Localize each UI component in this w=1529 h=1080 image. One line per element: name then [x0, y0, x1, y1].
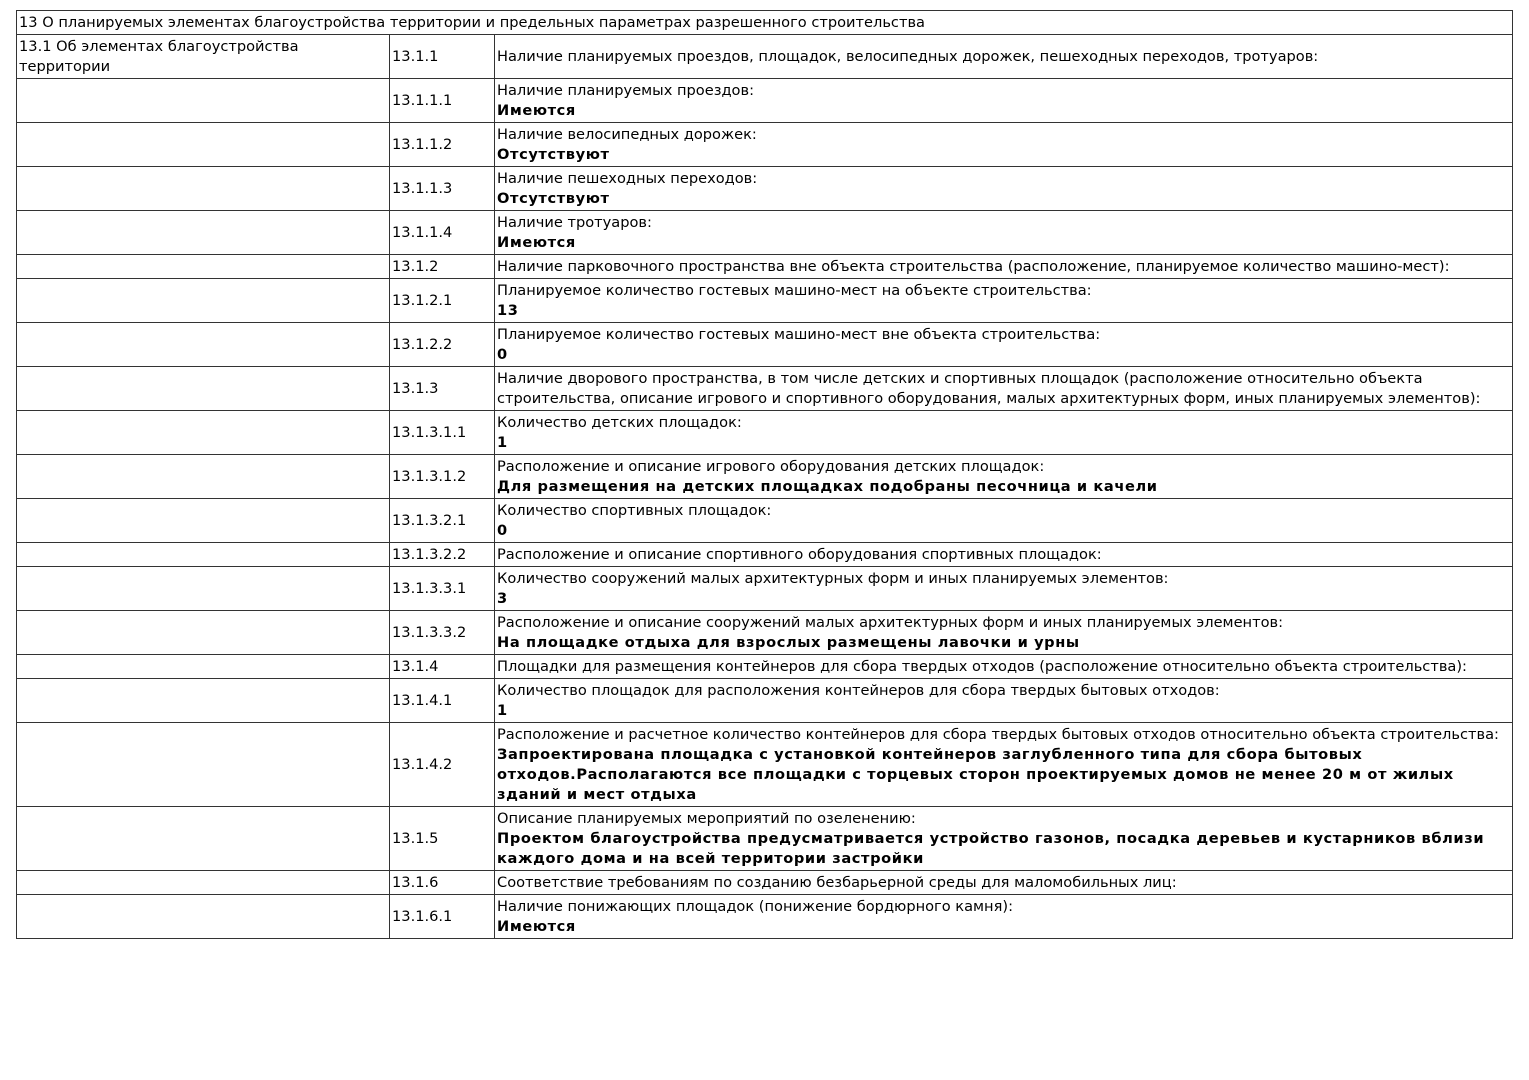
item-content	[495, 411, 1513, 455]
item-code: 13.1.3.2.1	[390, 499, 495, 543]
item-question: Планируемое количество гостевых машино-мест вне объекта строительства:	[497, 326, 1101, 343]
table-row	[17, 411, 1513, 455]
subsection-cell: 13.1 Об элементах благоустройства территории	[17, 35, 390, 79]
subsection-cell	[17, 123, 390, 167]
table-row	[17, 895, 1513, 939]
item-question: Наличие планируемых проездов:	[497, 82, 754, 99]
table-row	[17, 123, 1513, 167]
item-code: 13.1.5	[390, 807, 495, 871]
item-question: Наличие понижающих площадок (понижение бордюрного камня):	[497, 898, 1013, 915]
item-question: Наличие велосипедных дорожек:	[497, 126, 757, 143]
subsection-cell	[17, 723, 390, 807]
subsection-cell	[17, 871, 390, 895]
item-code: 13.1.3	[390, 367, 495, 411]
item-code: 13.1.3.3.1	[390, 567, 495, 611]
item-question: Соответствие требованиям по созданию безбарьерной среды для маломобильных лиц:	[497, 874, 1177, 891]
item-question: Наличие планируемых проездов, площадок, велосипедных дорожек, пешеходных переходов, тротуаров:	[497, 48, 1319, 65]
item-content	[495, 895, 1513, 939]
item-content	[495, 279, 1513, 323]
table-row	[17, 679, 1513, 723]
item-code: 13.1.2	[390, 255, 495, 279]
item-answer: 0	[497, 522, 508, 539]
table-row	[17, 367, 1513, 411]
item-answer: 0	[497, 346, 508, 363]
item-code: 13.1.3.3.2	[390, 611, 495, 655]
item-question: Описание планируемых мероприятий по озеленению:	[497, 810, 916, 827]
table-row	[17, 499, 1513, 543]
item-question: Наличие пешеходных переходов:	[497, 170, 758, 187]
item-answer: На площадке отдыха для взрослых размещены лавочки и урны	[497, 634, 1080, 651]
item-answer: 1	[497, 434, 508, 451]
item-code: 13.1.4	[390, 655, 495, 679]
item-content	[495, 807, 1513, 871]
item-content	[495, 499, 1513, 543]
item-content	[495, 679, 1513, 723]
item-question: Площадки для размещения контейнеров для сбора твердых отходов (расположение относительно объекта строительства):	[497, 658, 1467, 675]
item-code: 13.1.1.1	[390, 79, 495, 123]
item-code: 13.1.4.2	[390, 723, 495, 807]
subsection-cell	[17, 411, 390, 455]
item-code: 13.1.2.2	[390, 323, 495, 367]
item-content	[495, 871, 1513, 895]
section-title: 13 О планируемых элементах благоустройства территории и предельных параметрах разрешенного строительства	[17, 11, 1513, 35]
item-code: 13.1.4.1	[390, 679, 495, 723]
item-content	[495, 79, 1513, 123]
item-question: Расположение и описание сооружений малых архитектурных форм и иных планируемых элементов:	[497, 614, 1284, 631]
table-row	[17, 611, 1513, 655]
item-content	[495, 35, 1513, 79]
item-answer: 1	[497, 702, 508, 719]
item-code: 13.1.3.2.2	[390, 543, 495, 567]
item-answer: Проектом благоустройства предусматривается устройство газонов, посадка деревьев и кустарников вблизи каждого дома и на всей территории застройки	[497, 830, 1485, 867]
subsection-cell	[17, 279, 390, 323]
section-header-row	[17, 11, 1513, 35]
item-content	[495, 455, 1513, 499]
item-answer: Имеются	[497, 234, 576, 251]
subsection-cell	[17, 655, 390, 679]
item-content	[495, 655, 1513, 679]
table-row	[17, 255, 1513, 279]
item-question: Количество площадок для расположения контейнеров для сбора твердых бытовых отходов:	[497, 682, 1220, 699]
item-answer: 13	[497, 302, 519, 319]
item-code: 13.1.6	[390, 871, 495, 895]
table-row	[17, 807, 1513, 871]
subsection-cell	[17, 543, 390, 567]
item-code: 13.1.1.2	[390, 123, 495, 167]
item-answer: 3	[497, 590, 508, 607]
item-question: Количество сооружений малых архитектурных форм и иных планируемых элементов:	[497, 570, 1169, 587]
item-answer: Имеются	[497, 102, 576, 119]
item-answer: Имеются	[497, 918, 576, 935]
item-question: Планируемое количество гостевых машино-мест на объекте строительства:	[497, 282, 1092, 299]
item-content	[495, 723, 1513, 807]
item-content	[495, 123, 1513, 167]
table-row	[17, 543, 1513, 567]
subsection-cell	[17, 167, 390, 211]
item-code: 13.1.1	[390, 35, 495, 79]
table-row	[17, 871, 1513, 895]
item-content	[495, 255, 1513, 279]
item-answer: Отсутствуют	[497, 146, 610, 163]
item-question: Расположение и расчетное количество контейнеров для сбора твердых бытовых отходов относительно объекта строительства:	[497, 726, 1499, 743]
item-answer: Для размещения на детских площадках подобраны песочница и качели	[497, 478, 1158, 495]
table-row	[17, 279, 1513, 323]
item-code: 13.1.6.1	[390, 895, 495, 939]
item-question: Наличие дворового пространства, в том числе детских и спортивных площадок (расположение относительно объекта строительства, описание игрового и спортивного оборудования, малых архитектурных форм, иных планируемых элементов):	[497, 370, 1481, 407]
table-row	[17, 79, 1513, 123]
item-question: Наличие тротуаров:	[497, 214, 652, 231]
table-row	[17, 567, 1513, 611]
subsection-cell	[17, 255, 390, 279]
table-row	[17, 35, 1513, 79]
table-row	[17, 655, 1513, 679]
subsection-cell	[17, 679, 390, 723]
subsection-cell	[17, 367, 390, 411]
item-code: 13.1.2.1	[390, 279, 495, 323]
table-row	[17, 211, 1513, 255]
item-content	[495, 367, 1513, 411]
subsection-cell	[17, 323, 390, 367]
item-code: 13.1.3.1.1	[390, 411, 495, 455]
item-code: 13.1.1.3	[390, 167, 495, 211]
item-code: 13.1.3.1.2	[390, 455, 495, 499]
item-answer: Запроектирована площадка с установкой контейнеров заглубленного типа для сбора бытовых отходов.Располагаются все площадки с торцевых сторон проектируемых домов не менее 20 м от жилых зданий и мест отдыха	[497, 746, 1454, 803]
subsection-cell	[17, 895, 390, 939]
subsection-cell	[17, 807, 390, 871]
table-row	[17, 723, 1513, 807]
subsection-cell	[17, 611, 390, 655]
table-row	[17, 455, 1513, 499]
item-question: Расположение и описание игрового оборудования детских площадок:	[497, 458, 1045, 475]
subsection-cell	[17, 567, 390, 611]
item-question: Наличие парковочного пространства вне объекта строительства (расположение, планируемое количество машино-мест):	[497, 258, 1450, 275]
item-content	[495, 211, 1513, 255]
item-content	[495, 567, 1513, 611]
table-row	[17, 323, 1513, 367]
subsection-cell	[17, 499, 390, 543]
subsection-cell	[17, 79, 390, 123]
item-question: Количество спортивных площадок:	[497, 502, 772, 519]
declaration-table	[16, 10, 1513, 939]
subsection-cell	[17, 211, 390, 255]
item-question: Расположение и описание спортивного оборудования спортивных площадок:	[497, 546, 1102, 563]
item-code: 13.1.1.4	[390, 211, 495, 255]
item-answer: Отсутствуют	[497, 190, 610, 207]
item-question: Количество детских площадок:	[497, 414, 742, 431]
item-content	[495, 167, 1513, 211]
item-content	[495, 611, 1513, 655]
subsection-cell	[17, 455, 390, 499]
item-content	[495, 323, 1513, 367]
table-row	[17, 167, 1513, 211]
item-content	[495, 543, 1513, 567]
